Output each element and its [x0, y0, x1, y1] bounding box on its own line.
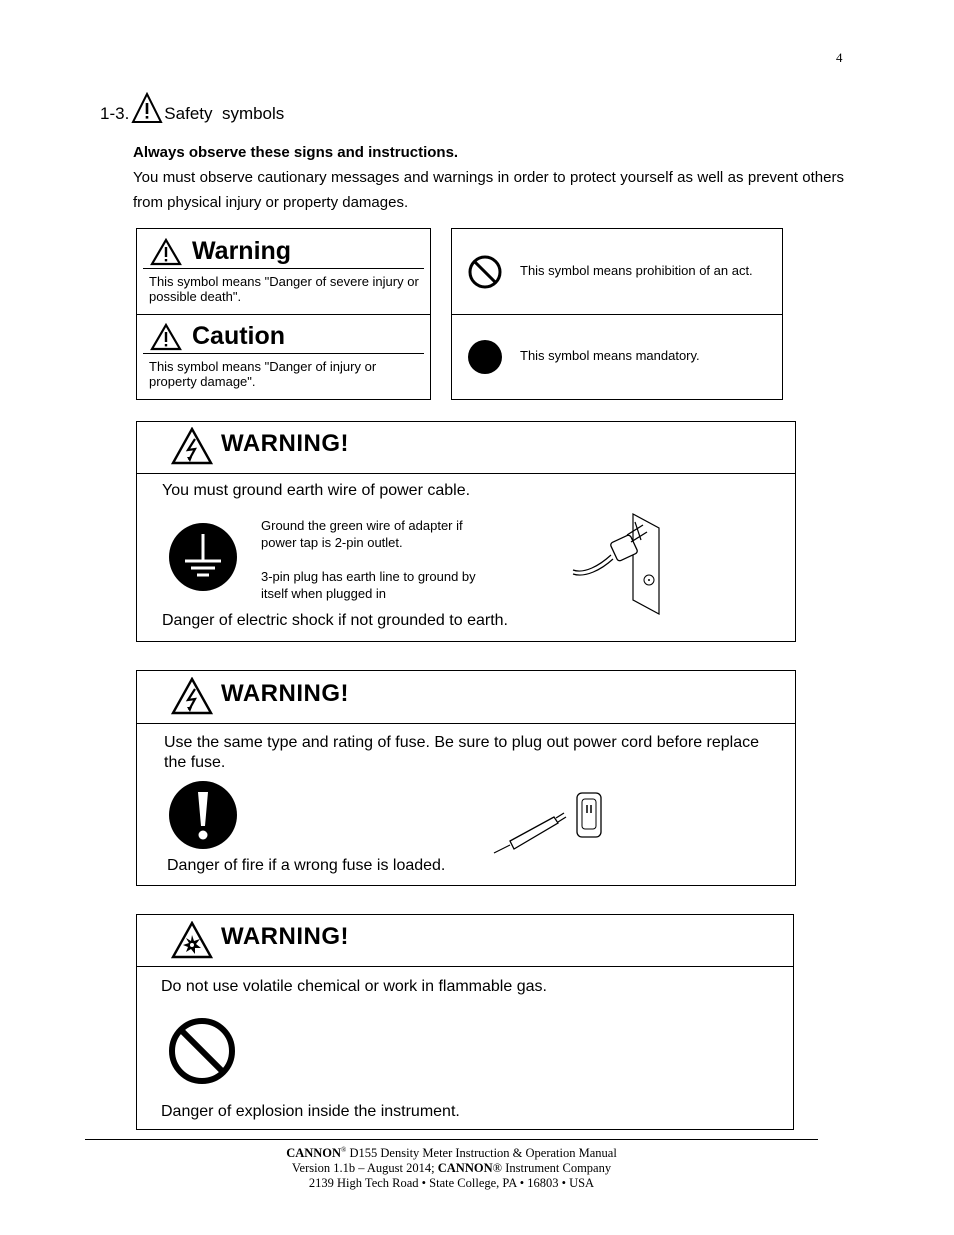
divider [452, 314, 782, 315]
footer-line-3: 2139 High Tech Road • State College, PA • 16803 • USA [308, 1176, 595, 1191]
divider [137, 314, 430, 315]
warning-danger: Danger of electric shock if not grounded to earth. [162, 612, 508, 629]
divider [143, 268, 424, 269]
warning-header: WARNING! [137, 915, 793, 967]
warning-instruction: You must ground earth wire of power cable. [162, 482, 471, 499]
legend-symbols [451, 228, 783, 400]
legend-warning-title: Warning [150, 237, 291, 266]
warning-note-1: Ground the green wire of adapter if power tap is 2-pin outlet. [261, 518, 463, 550]
section-title-text: Safety symbols [164, 104, 285, 123]
warning-instruction: Do not use volatile chemical or work in flammable gas. [161, 978, 547, 995]
footer-line-1: CANNON® D155 Density Meter Instruction & Operation Manual [286, 1146, 617, 1161]
exclamation-mandatory-icon [168, 780, 238, 850]
section-title [100, 92, 284, 124]
electric-shock-triangle-icon [171, 427, 213, 465]
warning-box-grounding [136, 421, 796, 642]
warning-triangle-icon [131, 92, 163, 124]
section-number: 1-3. [100, 104, 130, 123]
divider [143, 353, 424, 354]
explosion-triangle-icon [171, 921, 213, 959]
intro [133, 140, 844, 215]
warning-box-fuse [136, 670, 796, 886]
warning-danger: Danger of explosion inside the instrument. [161, 1103, 460, 1120]
warning-note-2: 3-pin plug has earth line to ground by itself when plugged in [261, 569, 476, 601]
prohibition-icon [167, 1016, 237, 1086]
ground-symbol-icon [168, 522, 238, 592]
legend-warning-caution [136, 228, 431, 400]
mandatory-dot-icon [467, 339, 503, 375]
legend-mandatory-text: This symbol means mandatory. [520, 348, 700, 363]
legend-warning-text: This symbol means "Danger of severe injury or possible death". [149, 274, 419, 304]
prohibition-icon [467, 254, 503, 290]
warning-danger: Danger of fire if a wrong fuse is loaded. [167, 857, 446, 874]
warning-header: WARNING! [137, 422, 795, 474]
intro-body: You must observe cautionary messages and warnings in order to protect yourself as well as prevent others from physical injury or property damages. [133, 169, 844, 211]
page-number: 4 [836, 50, 843, 65]
warning-instruction: Use the same type and rating of fuse. Be sure to plug out power cord before replace the fuse. [164, 734, 760, 771]
footer-rule [85, 1139, 818, 1140]
warning-box-explosion [136, 914, 794, 1130]
legend-caution-text: This symbol means "Danger of injury or property damage". [149, 359, 377, 389]
legend-prohibition-text: This symbol means prohibition of an act. [520, 263, 753, 278]
legend-caution-title: Caution [150, 322, 285, 351]
footer [85, 1143, 818, 1191]
intro-lead: Always observe these signs and instructions. [133, 144, 459, 161]
caution-triangle-icon [150, 323, 182, 351]
footer-line-2: Version 1.1b – August 2014; CANNON® Instrument Company [291, 1161, 612, 1176]
plug-in-outlet-illustration [569, 510, 669, 615]
unplugged-cord-illustration [492, 791, 607, 861]
warning-header: WARNING! [137, 671, 795, 724]
warning-triangle-icon [150, 238, 182, 266]
electric-shock-triangle-icon [171, 677, 213, 715]
